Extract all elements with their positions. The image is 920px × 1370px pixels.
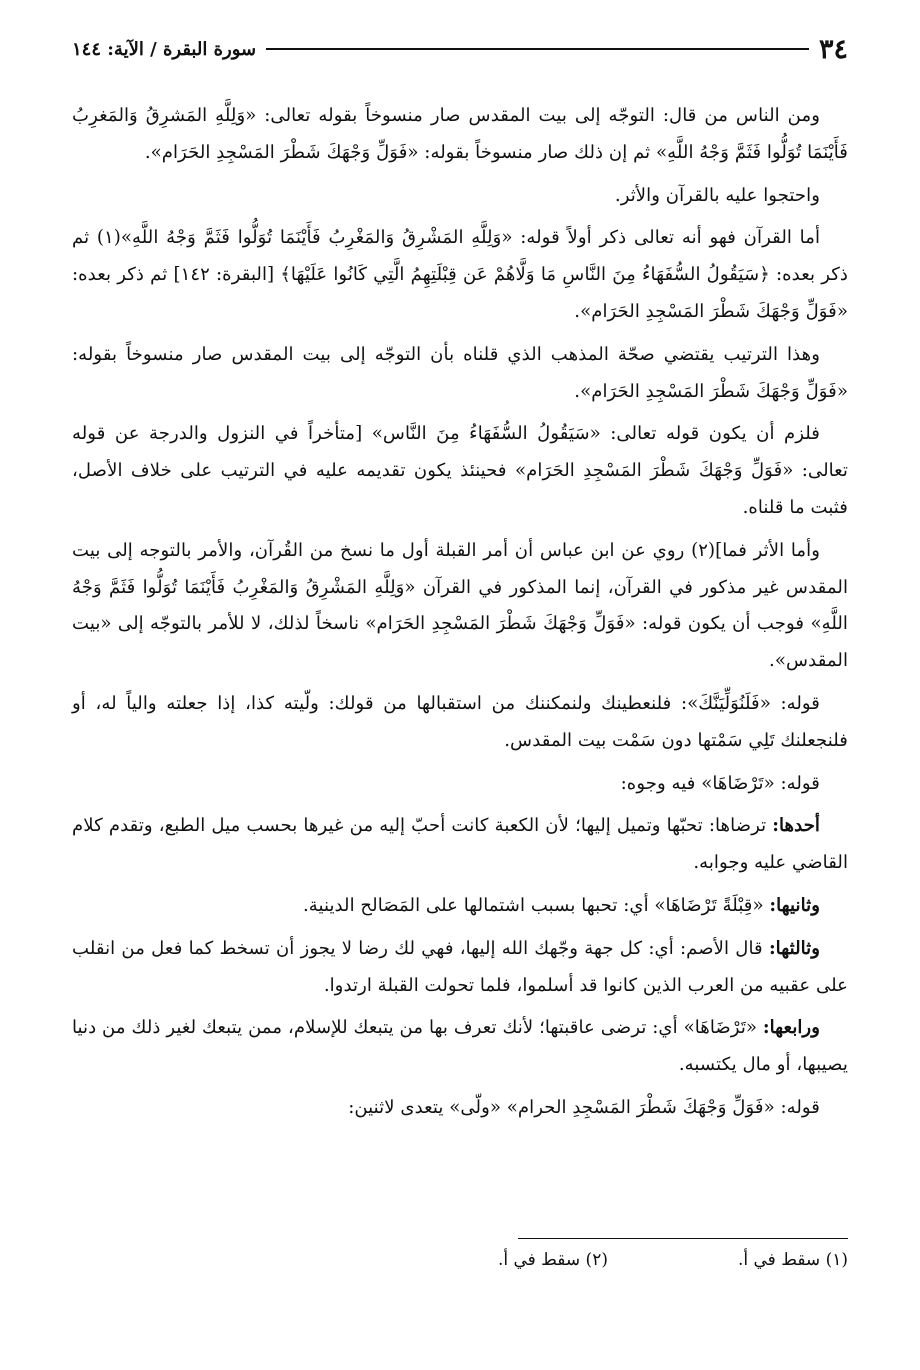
page-body: [72, 98, 848, 1133]
paragraph: قوله: «تَرْضَاهَا» فيه وجوه:: [620, 772, 820, 794]
paragraph: قوله: «فَلَنُوَلِّيَنَّكَ»: فلنعطينك ولنمكننك من استقبالها من قولك: ولّيته كذا، إذا جعلته والياً له، أو فلنجعلنك تَلِي سَمْتها دون سَمْت بيت المقدس.: [72, 692, 848, 751]
paragraph: وثانيها: «قِبْلَةً تَرْضَاهَا» أي: تحبها بسبب اشتمالها على المَصَالح الدينية.: [302, 894, 820, 916]
point-label: أحدها:: [772, 815, 820, 837]
surah-label: سورة البقرة / الآية: ١٤٤: [72, 38, 257, 60]
point-label: وثالثها:: [768, 937, 820, 959]
point-label: وثانيها:: [769, 894, 820, 916]
header-rule: [266, 48, 809, 50]
page-number: ٣٤: [818, 33, 848, 65]
paragraph: أما القرآن فهو أنه تعالى ذكر أولاً قوله: «وَلِلَّهِ المَشْرِقُ وَالمَغْرِبُ فَأَيْنَمَا تُوَلُّوا فَثَمَّ وَجْهُ اللَّهِ»(١) ثم ذكر بعده: ﴿سَيَقُولُ السُّفَهَاءُ مِنَ النَّاسِ مَا وَلَّاهُمْ عَن قِبْلَتِهِمُ الَّتِي كَانُوا عَلَيْهَا﴾ [البقرة: ١٤٢] ثم ذكر بعده: «فَوَلِّ وَجْهَكَ شَطْرَ المَسْجِدِ الحَرَام».: [72, 227, 848, 322]
paragraph: ورابعها: «تَرْضَاهَا» أي: ترضى عاقبتها؛ لأنك تعرف بها من يتبعك للإسلام، ممن يتبعك لغير ذلك من دنيا يصيبها، أو مال يكتسبه.: [72, 1017, 848, 1076]
paragraph: وهذا الترتيب يقتضي صحّة المذهب الذي قلناه بأن التوجّه إلى بيت المقدس صار منسوخاً بقوله: «فَوَلِّ وَجْهَكَ شَطْرَ المَسْجِدِ الحَرَام».: [72, 343, 848, 402]
paragraph: وثالثها: قال الأصم: أي: كل جهة وجّهك الله إليها، فهي لك رضا لا يجوز أن تسخط كما فعل من انقلب على عقبيه من العرب الذين كانوا قد أسلموا، فلما تحولت القبلة ارتدوا.: [72, 937, 848, 996]
footnote: (١) سقط في أ.: [737, 1250, 848, 1270]
footnotes: [72, 1250, 848, 1270]
paragraph: فلزم أن يكون قوله تعالى: «سَيَقُولُ السُّفَهَاءُ مِنَ النَّاس» [متأخراً في النزول والدرجة عن قوله تعالى: «فَوَلِّ وَجْهَكَ شَطْرَ المَسْجِدِ الحَرَام» فحينئذ يكون تقديمه عليه في الترتيب على خلاف الأصل، فثبت ما قلناه.: [72, 423, 848, 518]
paragraph: أحدها: ترضاها: تحبّها وتميل إليها؛ لأن الكعبة كانت أحبّ إليه من غيرها بحسب ميل الطبع، وتقدم كلام القاضي عليه وجوابه.: [72, 815, 848, 874]
paragraph: وأما الأثر فما](٢) روي عن ابن عباس أن أمر القبلة أول ما نسخ من القُرآن، والأمر بالتوجه إلى بيت المقدس غير مذكور في القرآن، إنما المذكور في القرآن «وَلِلَّهِ المَشْرِقُ وَالمَغْرِبُ فَأَيْنَمَا تُوَلُّوا فَثَمَّ وَجْهُ اللَّهِ» فوجب أن يكون قوله: «فَوَلِّ وَجْهَكَ شَطْرَ المَسْجِدِ الحَرَام» ناسخاً لذلك، لا للأمر بالتوجّه إلى «بيت المقدس».: [72, 539, 848, 672]
paragraph: واحتجوا عليه بالقرآن والأثر.: [614, 184, 820, 206]
point-label: ورابعها:: [762, 1017, 820, 1039]
footnote: (٢) سقط في أ.: [497, 1250, 608, 1270]
footnote-rule: [518, 1238, 848, 1239]
paragraph: ومن الناس من قال: التوجّه إلى بيت المقدس صار منسوخاً بقوله تعالى: «وَلِلَّهِ المَشرِقُ وَالمَغرِبُ فَأَيْنَمَا تُوَلُّوا فَثَمَّ وَجْهُ اللَّهِ» ثم إن ذلك صار منسوخاً بقوله: «فَوَلِّ وَجْهَكَ شَطْرَ المَسْجِدِ الحَرَام».: [72, 105, 848, 163]
paragraph: قوله: «فَوَلِّ وَجْهَكَ شَطْرَ المَسْجِدِ الحرام» «ولّى» يتعدى لاثنين:: [348, 1096, 820, 1118]
page-header: [72, 30, 848, 68]
